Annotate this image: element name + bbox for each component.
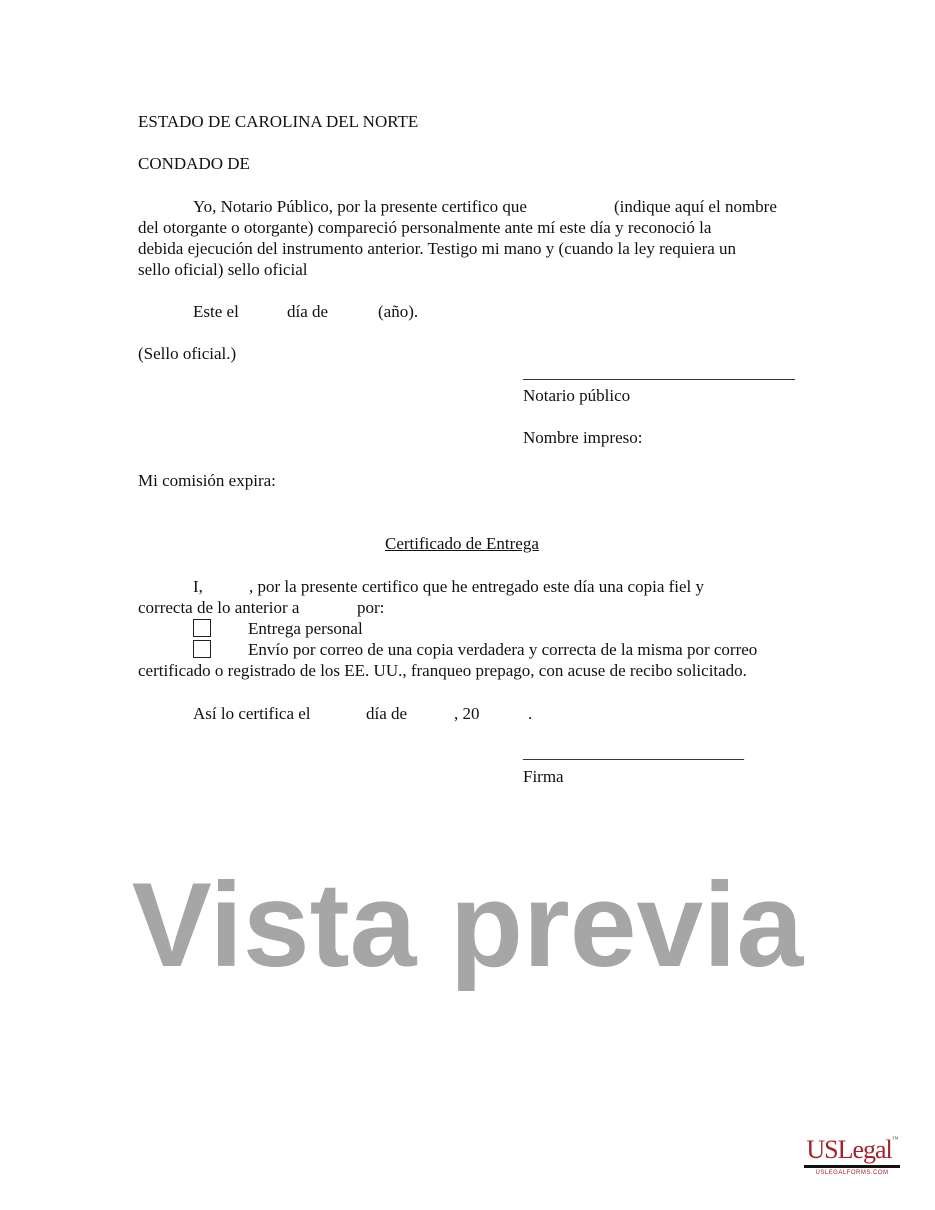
checkbox-personal[interactable] — [193, 618, 211, 639]
notary-label: Notario público — [523, 386, 631, 405]
signature-line: ________________________________ — [523, 363, 795, 382]
option-mail: Envío por correo de una copia verdadera y correcta de la misma por correo — [248, 640, 758, 659]
logo-tm: ™ — [891, 1135, 898, 1143]
state-heading: ESTADO DE CAROLINA DEL NORTE — [138, 112, 419, 131]
cert-line2b: por: — [357, 598, 385, 617]
option-personal: Entrega personal — [248, 619, 363, 638]
uslegal-logo — [792, 1135, 912, 1176]
sign-c: , 20 — [454, 704, 480, 723]
para1-line4: sello oficial) sello oficial — [138, 260, 308, 279]
seal-label: (Sello oficial.) — [138, 344, 237, 363]
para1-line3: debida ejecución del instrumento anterior. Testigo mi mano y (cuando la ley requiera un — [138, 239, 737, 258]
date-este: Este el — [193, 302, 239, 321]
preview-watermark: Vista previa — [131, 858, 804, 992]
para1-line1a: Yo, Notario Público, por la presente certifico que — [193, 197, 527, 216]
printed-name-label: Nombre impreso: — [523, 428, 643, 447]
cert-line2a: correcta de lo anterior a — [138, 598, 300, 617]
cert-line1a: I, — [193, 577, 203, 596]
firma-label: Firma — [523, 767, 564, 786]
commission-label: Mi comisión expira: — [138, 471, 276, 490]
sign-a: Así lo certifica el — [193, 704, 311, 723]
signature-line-2: __________________________ — [523, 743, 744, 762]
logo-eagle-bar — [804, 1165, 900, 1168]
checkbox-mail[interactable] — [193, 639, 211, 660]
logo-url: USLEGALFORMS.COM — [815, 1170, 889, 1176]
cert-line5: certificado o registrado de los EE. UU., franqueo prepago, con acuse de recibo solicitado. — [138, 661, 747, 680]
date-ano: (año). — [378, 302, 419, 321]
para1-line2: del otorgante o otorgante) compareció personalmente ante mí este día y reconoció la — [138, 218, 712, 237]
certificate-title: Certificado de Entrega — [385, 534, 539, 553]
para1-line1b: (indique aquí el nombre — [614, 197, 777, 216]
cert-line1b: , por la presente certifico que he entregado este día una copia fiel y — [249, 577, 705, 596]
date-dia: día de — [287, 302, 329, 321]
county-heading: CONDADO DE — [138, 154, 250, 173]
sign-b: día de — [366, 704, 408, 723]
sign-d: . — [528, 704, 533, 723]
logo-name: USLegal — [806, 1135, 892, 1164]
